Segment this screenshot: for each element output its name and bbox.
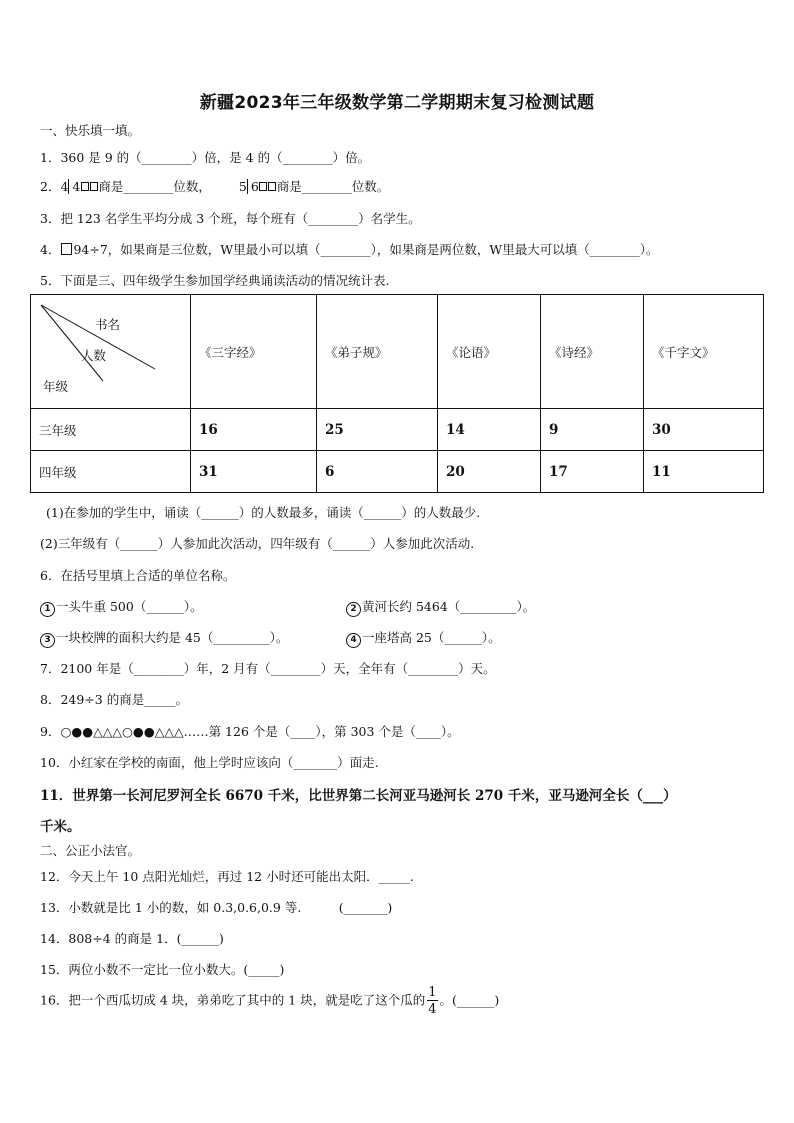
question-2-part-1: 商是________位数， xyxy=(98,179,211,194)
question-11-line-2: 千米。 xyxy=(40,819,81,835)
question-6-item-1 xyxy=(40,597,203,617)
blank-box xyxy=(90,182,98,191)
question-4-text: 94÷7，如果商是三位数，W里最小可以填（________），如果商是两位数，W里最大可以填（________）。 xyxy=(73,242,659,257)
question-1: 1．360 是 9 的（________）倍，是 4 的（________）倍。 xyxy=(40,150,371,165)
table-cell: 25 xyxy=(317,409,438,451)
column-header: 《诗经》 xyxy=(541,295,644,409)
question-6-item-4 xyxy=(346,628,501,648)
division-2 xyxy=(239,179,277,194)
question-16 xyxy=(40,986,499,1016)
page-title: 新疆2023年三年级数学第二学期期末复习检测试题 xyxy=(199,93,595,113)
question-13: 13．小数就是比 1 小的数，如 0.3,0.6,0.9 等. (_______) xyxy=(40,900,393,915)
question-9: 9．○●●△△△○●●△△△……第 126 个是（____），第 303 个是（____）。 xyxy=(40,724,460,739)
circled-number: 2 xyxy=(346,602,361,617)
table-cell: 16 xyxy=(191,409,317,451)
question-16-answer: 。(______) xyxy=(439,992,500,1008)
question-4-number: 4． xyxy=(40,242,61,257)
corner-label-book: 书名 xyxy=(95,317,121,332)
corner-label-count: 人数 xyxy=(81,348,107,363)
table-cell: 9 xyxy=(541,409,644,451)
table-cell: 20 xyxy=(438,451,541,493)
table-cell: 14 xyxy=(438,409,541,451)
column-header: 《三字经》 xyxy=(191,295,317,409)
statistics-table xyxy=(30,294,764,493)
blank-box xyxy=(61,243,72,255)
question-2-number: 2． xyxy=(40,179,61,194)
question-14: 14．808÷4 的商是 1．(______) xyxy=(40,931,224,946)
question-6-item-2 xyxy=(346,597,535,617)
question-4 xyxy=(40,240,658,258)
table-row xyxy=(31,409,764,451)
table-cell: 31 xyxy=(191,451,317,493)
question-12: 12．今天上午 10 点阳光灿烂，再过 12 小时还可能出太阳．_____. xyxy=(40,869,414,884)
table-cell: 30 xyxy=(644,409,764,451)
blank-box xyxy=(268,182,276,191)
corner-label-grade: 年级 xyxy=(43,379,69,394)
division-1 xyxy=(60,179,98,194)
question-11-line-1: 11．世界第一长河尼罗河全长 6670 千米，比世界第二长河亚马逊河长 270 千米，亚马逊河全长（___） xyxy=(40,788,677,804)
question-5-2: (2)三年级有（______）人参加此次活动，四年级有（______）人参加此次活动. xyxy=(40,536,475,551)
dividend-1-first-digit: 4 xyxy=(72,179,81,194)
question-6: 6．在括号里填上合适的单位名称。 xyxy=(40,568,236,583)
question-5: 5．下面是三、四年级学生参加国学经典诵读活动的情况统计表. xyxy=(40,273,390,288)
question-5-1: (1)在参加的学生中，诵读（______）的人数最多，诵读（______）的人数最少. xyxy=(46,505,481,520)
question-2 xyxy=(40,177,389,195)
question-3: 3．把 123 名学生平均分成 3 个班，每个班有（________）名学生。 xyxy=(40,211,421,226)
column-header: 《千字文》 xyxy=(644,295,764,409)
circled-number: 4 xyxy=(346,633,361,648)
row-header: 三年级 xyxy=(31,409,191,451)
table-row xyxy=(31,451,764,493)
question-6-item-text: 黄河长约 5464（_________）。 xyxy=(362,599,536,614)
table-cell: 6 xyxy=(317,451,438,493)
question-6-item-text: 一头牛重 500（______）。 xyxy=(56,599,203,614)
circled-number: 3 xyxy=(40,633,55,648)
divisor-1: 4 xyxy=(60,179,69,194)
question-7: 7．2100 年是（________）年，2 月有（________）天，全年有（________）天。 xyxy=(40,661,496,676)
row-header: 四年级 xyxy=(31,451,191,493)
question-6-item-text: 一块校牌的面积大约是 45（_________）。 xyxy=(56,630,289,645)
question-15: 15．两位小数不一定比一位小数大。(_____) xyxy=(40,962,285,977)
table-header-row xyxy=(31,295,764,409)
table-cell: 11 xyxy=(644,451,764,493)
question-10: 10．小红家在学校的南面，他上学时应该向（_______）面走. xyxy=(40,755,379,770)
column-header: 《论语》 xyxy=(438,295,541,409)
circled-number: 1 xyxy=(40,602,55,617)
table-cell: 17 xyxy=(541,451,644,493)
question-2-part-2: 商是________位数。 xyxy=(276,179,390,194)
blank-box xyxy=(81,182,89,191)
question-8: 8．249÷3 的商是_____。 xyxy=(40,692,188,707)
question-16-text: 16．把一个西瓜切成 4 块，弟弟吃了其中的 1 块，就是吃了这个瓜的 xyxy=(40,992,426,1008)
blank-box xyxy=(259,182,267,191)
question-6-item-text: 一座塔高 25（______）。 xyxy=(362,630,501,645)
column-header: 《弟子规》 xyxy=(317,295,438,409)
fraction-numerator: 1 xyxy=(428,985,437,1000)
divisor-2: 5 xyxy=(238,179,247,194)
section-heading-judge: 二、公正小法官。 xyxy=(40,843,141,858)
section-heading-fill: 一、快乐填一填。 xyxy=(40,123,141,138)
dividend-2-first-digit: 6 xyxy=(250,179,259,194)
question-6-item-3 xyxy=(40,628,288,648)
fraction-one-quarter xyxy=(427,986,437,1016)
fraction-denominator: 4 xyxy=(428,1002,437,1017)
diagonal-header-cell xyxy=(31,295,191,409)
